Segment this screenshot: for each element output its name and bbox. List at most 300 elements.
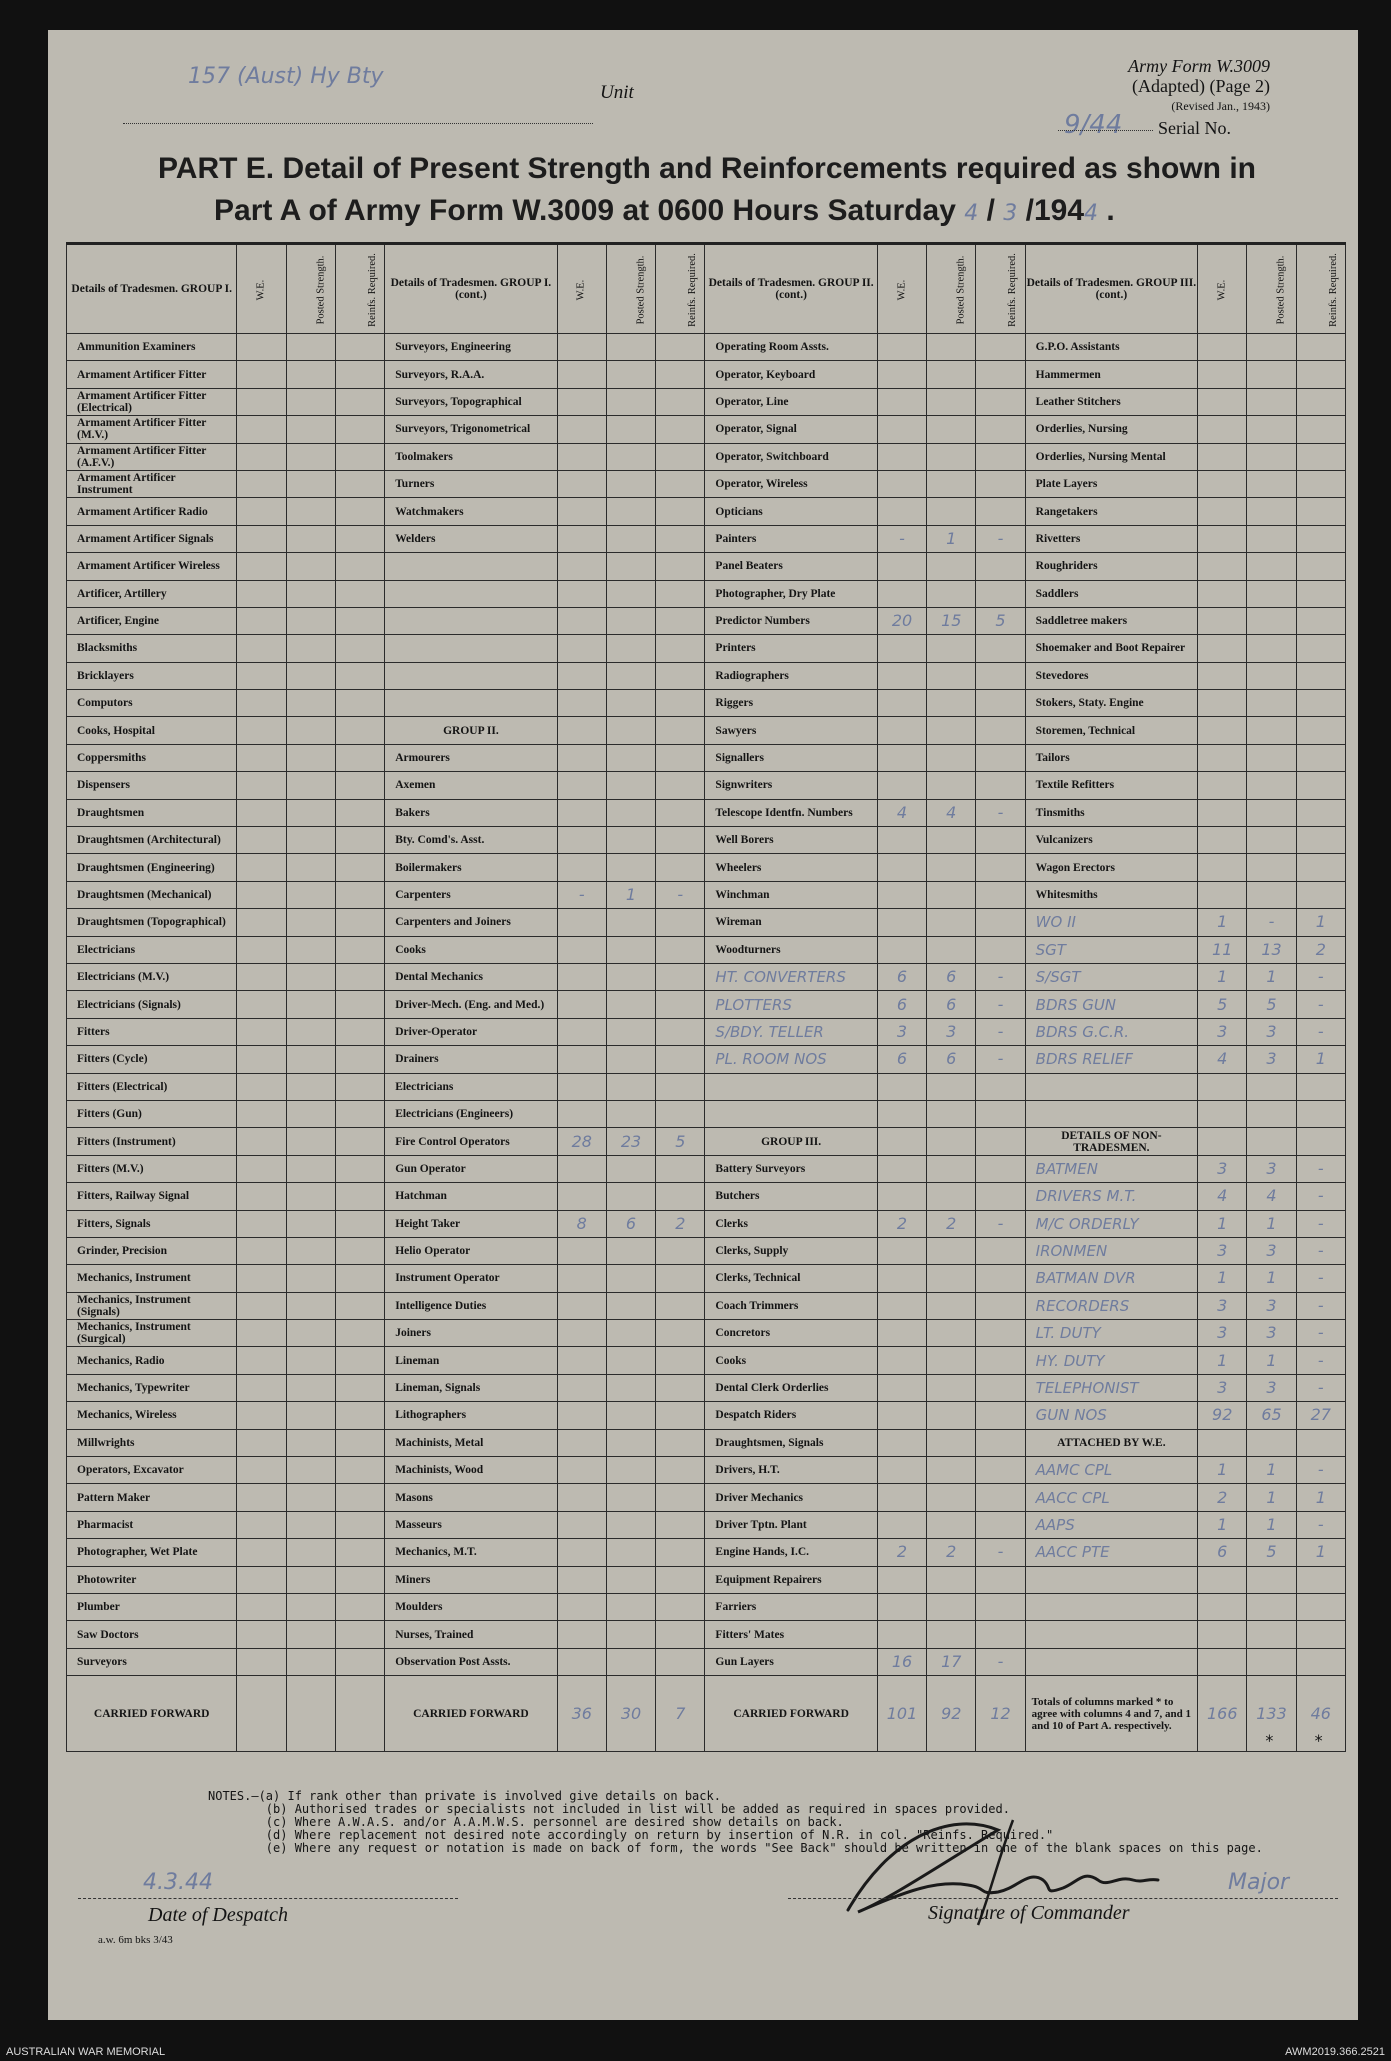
- col1-we-value: [237, 1429, 286, 1456]
- col3-label: Operating Room Assts.: [705, 334, 877, 361]
- col1-rr-value: [335, 854, 384, 881]
- col4-ps-value: [1247, 361, 1296, 388]
- col3-we-value: [877, 443, 926, 470]
- col3-ps-value: [927, 662, 976, 689]
- col3-we-value: [877, 1593, 926, 1620]
- col4-we-value: 1: [1198, 1457, 1247, 1484]
- col4-ps-value: [1247, 525, 1296, 552]
- col3-ps-value: [927, 1621, 976, 1648]
- col4-rr-value: 27: [1296, 1402, 1345, 1429]
- title-line-2: Part A of Army Form W.3009 at 0600 Hours Saturday 4 / 3 /1944 .: [214, 194, 1115, 227]
- table-row: [67, 1018, 1346, 1045]
- col1-label: Armament Artificer Radio: [67, 498, 237, 525]
- col1-label: Pharmacist: [67, 1511, 237, 1538]
- col3-we-value: [877, 1237, 926, 1264]
- col2-rr-value: [656, 334, 705, 361]
- col1-ps-value: [286, 1183, 335, 1210]
- header-reinfs: [1296, 244, 1345, 334]
- col4-label: GUN NOS: [1025, 1402, 1197, 1429]
- col2-we-value: [557, 388, 606, 415]
- col4-ps-value: [1247, 334, 1296, 361]
- table-row: [67, 963, 1346, 990]
- col2-label: Surveyors, Engineering: [385, 334, 557, 361]
- col3-ps-value: [927, 635, 976, 662]
- col2-ps-value: [606, 799, 655, 826]
- col2-label: Turners: [385, 470, 557, 497]
- col2-we-value: [557, 827, 606, 854]
- cf-c2-ps: 30: [606, 1676, 655, 1752]
- col4-ps-value: 5: [1247, 1539, 1296, 1566]
- col1-label: Dispensers: [67, 772, 237, 799]
- col4-label: Textile Refitters: [1025, 772, 1197, 799]
- col4-label: Saddletree makers: [1025, 607, 1197, 634]
- col4-label: Stevedores: [1025, 662, 1197, 689]
- col1-ps-value: [286, 881, 335, 908]
- col1-label: Draughtsmen (Topographical): [67, 909, 237, 936]
- col3-rr-value: [976, 662, 1025, 689]
- col2-rr-value: [656, 1018, 705, 1045]
- col2-rr-value: [656, 361, 705, 388]
- col3-rr-value: [976, 1237, 1025, 1264]
- col2-ps-value: [606, 909, 655, 936]
- col3-label: Radiographers: [705, 662, 877, 689]
- col2-label: Surveyors, R.A.A.: [385, 361, 557, 388]
- col4-we-value: [1198, 498, 1247, 525]
- col2-rr-value: [656, 854, 705, 881]
- col2-ps-value: [606, 1073, 655, 1100]
- col1-we-value: [237, 553, 286, 580]
- col4-we-value: 3: [1198, 1374, 1247, 1401]
- col1-we-value: [237, 1073, 286, 1100]
- col4-we-value: [1198, 553, 1247, 580]
- col4-label: BDRS RELIEF: [1025, 1046, 1197, 1073]
- col3-label: Engine Hands, I.C.: [705, 1539, 877, 1566]
- col2-rr-value: [656, 690, 705, 717]
- col4-we-value: [1198, 799, 1247, 826]
- col2-label: Axemen: [385, 772, 557, 799]
- col4-rr-value: [1296, 1073, 1345, 1100]
- col3-we-value: [877, 1621, 926, 1648]
- col2-rr-value: [656, 1539, 705, 1566]
- col2-ps-value: 23: [606, 1128, 655, 1155]
- col2-label: Machinists, Wood: [385, 1457, 557, 1484]
- col2-rr-value: [656, 498, 705, 525]
- col4-rr-value: [1296, 1100, 1345, 1127]
- col4-we-value: [1198, 1429, 1247, 1456]
- col4-we-value: 6: [1198, 1539, 1247, 1566]
- col4-rr-value: [1296, 525, 1345, 552]
- col2-ps-value: [606, 635, 655, 662]
- col2-ps-value: [606, 1648, 655, 1675]
- col2-label: Cooks: [385, 936, 557, 963]
- col3-rr-value: -: [976, 1046, 1025, 1073]
- col1-label: Coppersmiths: [67, 744, 237, 771]
- col2-ps-value: [606, 607, 655, 634]
- col3-label: GROUP III.: [705, 1128, 877, 1155]
- col1-ps-value: [286, 388, 335, 415]
- col1-label: Photowriter: [67, 1566, 237, 1593]
- col3-we-value: 6: [877, 963, 926, 990]
- table-row: [67, 827, 1346, 854]
- col4-label: Roughriders: [1025, 553, 1197, 580]
- col2-we-value: 28: [557, 1128, 606, 1155]
- header-posted: [1247, 244, 1296, 334]
- col1-ps-value: [286, 443, 335, 470]
- col2-ps-value: [606, 525, 655, 552]
- col2-we-value: [557, 1484, 606, 1511]
- col4-rr-value: [1296, 1648, 1345, 1675]
- col2-we-value: [557, 1347, 606, 1374]
- col1-rr-value: [335, 1347, 384, 1374]
- col1-rr-value: [335, 936, 384, 963]
- table-body: [67, 334, 1346, 1676]
- table-row: [67, 1265, 1346, 1292]
- col4-label: AACC CPL: [1025, 1484, 1197, 1511]
- col2-label: Welders: [385, 525, 557, 552]
- col2-label: GROUP II.: [385, 717, 557, 744]
- col2-rr-value: [656, 827, 705, 854]
- col1-rr-value: [335, 1593, 384, 1620]
- col4-rr-value: 1: [1296, 1484, 1345, 1511]
- table-row: [67, 580, 1346, 607]
- col4-rr-value: [1296, 1128, 1345, 1155]
- col3-ps-value: [927, 1511, 976, 1538]
- header-group-1-cont: Details of Tradesmen. GROUP I. (cont.): [385, 244, 557, 334]
- col4-rr-value: [1296, 607, 1345, 634]
- col3-we-value: [877, 772, 926, 799]
- col1-label: Armament Artificer Fitter (M.V.): [67, 416, 237, 443]
- col3-we-value: [877, 909, 926, 936]
- col3-rr-value: [976, 388, 1025, 415]
- table-row: [67, 1100, 1346, 1127]
- note-line: (c) Where A.W.A.S. and/or A.A.M.W.S. personnel are desired show details on back.: [208, 1815, 844, 1829]
- col2-label: Bakers: [385, 799, 557, 826]
- col4-we-value: 1: [1198, 1511, 1247, 1538]
- col1-we-value: [237, 1457, 286, 1484]
- col4-label: BDRS GUN: [1025, 991, 1197, 1018]
- col2-we-value: [557, 1292, 606, 1319]
- col2-ps-value: [606, 662, 655, 689]
- col2-rr-value: 2: [656, 1210, 705, 1237]
- header-posted: [606, 244, 655, 334]
- col3-we-value: [877, 1347, 926, 1374]
- col2-rr-value: [656, 1292, 705, 1319]
- carried-forward-label-1: CARRIED FORWARD: [67, 1676, 237, 1752]
- col3-we-value: [877, 470, 926, 497]
- table-row: [67, 744, 1346, 771]
- col4-rr-value: -: [1296, 1265, 1345, 1292]
- col2-ps-value: [606, 1155, 655, 1182]
- table-row: [67, 1128, 1346, 1155]
- col3-label: Sawyers: [705, 717, 877, 744]
- col3-rr-value: -: [976, 991, 1025, 1018]
- cf-c2-we: 36: [557, 1676, 606, 1752]
- col1-label: Computors: [67, 690, 237, 717]
- col1-rr-value: [335, 334, 384, 361]
- col1-we-value: [237, 1347, 286, 1374]
- header-we-text: W.E.: [1216, 279, 1228, 300]
- col2-rr-value: [656, 1429, 705, 1456]
- col4-rr-value: 1: [1296, 1539, 1345, 1566]
- col1-rr-value: [335, 909, 384, 936]
- table-row: [67, 1648, 1346, 1675]
- col2-we-value: [557, 416, 606, 443]
- header-posted-text: Posted Strength.: [315, 255, 327, 324]
- col2-ps-value: [606, 991, 655, 1018]
- col3-we-value: [877, 580, 926, 607]
- col4-ps-value: [1247, 1621, 1296, 1648]
- col1-rr-value: [335, 744, 384, 771]
- col4-label: Storemen, Technical: [1025, 717, 1197, 744]
- col4-we-value: [1198, 470, 1247, 497]
- col3-label: Operator, Keyboard: [705, 361, 877, 388]
- col3-ps-value: [927, 1073, 976, 1100]
- col4-rr-value: [1296, 662, 1345, 689]
- col4-we-value: 1: [1198, 1210, 1247, 1237]
- table-row: [67, 1429, 1346, 1456]
- col1-we-value: [237, 1648, 286, 1675]
- col1-we-value: [237, 1566, 286, 1593]
- table-row: [67, 799, 1346, 826]
- col3-we-value: 2: [877, 1210, 926, 1237]
- col4-we-value: [1198, 580, 1247, 607]
- col1-label: Mechanics, Radio: [67, 1347, 237, 1374]
- table-row: [67, 1347, 1346, 1374]
- table-row: [67, 1320, 1346, 1347]
- col3-label: Winchman: [705, 881, 877, 908]
- col2-ps-value: [606, 1292, 655, 1319]
- col1-rr-value: [335, 1155, 384, 1182]
- col4-label: [1025, 1073, 1197, 1100]
- col1-label: Mechanics, Instrument (Surgical): [67, 1320, 237, 1347]
- col1-label: Draughtsmen (Mechanical): [67, 881, 237, 908]
- col2-rr-value: [656, 1484, 705, 1511]
- table-row: [67, 607, 1346, 634]
- col2-ps-value: [606, 854, 655, 881]
- col2-label: Boilermakers: [385, 854, 557, 881]
- form-number: Army Form W.3009: [1128, 56, 1270, 76]
- col2-rr-value: [656, 1621, 705, 1648]
- col4-label: [1025, 1100, 1197, 1127]
- col4-rr-value: [1296, 553, 1345, 580]
- col1-label: Artificer, Engine: [67, 607, 237, 634]
- col1-rr-value: [335, 607, 384, 634]
- col1-ps-value: [286, 1484, 335, 1511]
- col1-rr-value: [335, 1100, 384, 1127]
- col3-label: Panel Beaters: [705, 553, 877, 580]
- table-row: [67, 1237, 1346, 1264]
- col1-ps-value: [286, 470, 335, 497]
- col2-ps-value: [606, 1183, 655, 1210]
- col2-we-value: [557, 1429, 606, 1456]
- col4-rr-value: [1296, 827, 1345, 854]
- col2-label: Height Taker: [385, 1210, 557, 1237]
- header-reinfs-text: Reinfs. Required.: [1007, 252, 1019, 327]
- archive-source: AUSTRALIAN WAR MEMORIAL: [6, 2046, 166, 2058]
- col2-rr-value: [656, 1374, 705, 1401]
- col3-label: Opticians: [705, 498, 877, 525]
- col4-we-value: 11: [1198, 936, 1247, 963]
- col1-we-value: [237, 1484, 286, 1511]
- col2-ps-value: [606, 1593, 655, 1620]
- col1-ps-value: [286, 909, 335, 936]
- col1-rr-value: [335, 416, 384, 443]
- date-year-hw: 4: [1084, 201, 1099, 226]
- col3-we-value: [877, 881, 926, 908]
- col4-ps-value: [1247, 690, 1296, 717]
- table-row: [67, 388, 1346, 415]
- col2-ps-value: [606, 744, 655, 771]
- col3-label: Wheelers: [705, 854, 877, 881]
- col4-ps-value: [1247, 443, 1296, 470]
- col3-we-value: [877, 690, 926, 717]
- col4-label: Leather Stitchers: [1025, 388, 1197, 415]
- col3-we-value: [877, 361, 926, 388]
- col3-ps-value: [927, 1183, 976, 1210]
- col4-rr-value: [1296, 443, 1345, 470]
- col1-we-value: [237, 1100, 286, 1127]
- col3-we-value: [877, 744, 926, 771]
- col2-we-value: [557, 772, 606, 799]
- col4-we-value: 4: [1198, 1183, 1247, 1210]
- col4-we-value: [1198, 1100, 1247, 1127]
- col3-ps-value: [927, 936, 976, 963]
- col1-label: Surveyors: [67, 1648, 237, 1675]
- col2-ps-value: [606, 1374, 655, 1401]
- col2-rr-value: [656, 1648, 705, 1675]
- col3-ps-value: [927, 827, 976, 854]
- col2-ps-value: [606, 1566, 655, 1593]
- col3-label: Clerks, Technical: [705, 1265, 877, 1292]
- col3-ps-value: [927, 1265, 976, 1292]
- table-row: [67, 936, 1346, 963]
- col3-we-value: 3: [877, 1018, 926, 1045]
- table-row: [67, 525, 1346, 552]
- serial-dotted-line: [1058, 130, 1153, 131]
- col3-ps-value: [927, 1457, 976, 1484]
- col2-we-value: [557, 799, 606, 826]
- col2-we-value: [557, 607, 606, 634]
- header-we-text: W.E.: [255, 279, 267, 300]
- col3-label: Clerks, Supply: [705, 1237, 877, 1264]
- col3-rr-value: [976, 1402, 1025, 1429]
- col3-ps-value: [927, 744, 976, 771]
- col3-label: Fitters' Mates: [705, 1621, 877, 1648]
- col3-rr-value: -: [976, 963, 1025, 990]
- col2-rr-value: -: [656, 881, 705, 908]
- col4-ps-value: [1247, 1429, 1296, 1456]
- col3-rr-value: [976, 827, 1025, 854]
- col4-label: Shoemaker and Boot Repairer: [1025, 635, 1197, 662]
- cf-c3-rr: 12: [976, 1676, 1025, 1752]
- col2-label: Fire Control Operators: [385, 1128, 557, 1155]
- col3-we-value: [877, 854, 926, 881]
- col3-ps-value: [927, 1100, 976, 1127]
- col4-ps-value: 1: [1247, 1457, 1296, 1484]
- col4-rr-value: [1296, 1621, 1345, 1648]
- col4-label: Orderlies, Nursing: [1025, 416, 1197, 443]
- col4-rr-value: [1296, 416, 1345, 443]
- col4-we-value: [1198, 388, 1247, 415]
- form-adapted: (Adapted) (Page 2): [1132, 76, 1270, 96]
- col1-rr-value: [335, 1402, 384, 1429]
- col1-ps-value: [286, 1539, 335, 1566]
- col1-ps-value: [286, 607, 335, 634]
- col2-we-value: [557, 1648, 606, 1675]
- col4-label: S/SGT: [1025, 963, 1197, 990]
- col1-we-value: [237, 991, 286, 1018]
- col4-label: BATMEN: [1025, 1155, 1197, 1182]
- col1-label: Grinder, Precision: [67, 1237, 237, 1264]
- col3-ps-value: [927, 361, 976, 388]
- unit-handwritten: 157 (Aust) Hy Bty: [188, 64, 384, 89]
- header-we-text: W.E.: [575, 279, 587, 300]
- col1-label: Armament Artificer Instrument: [67, 470, 237, 497]
- col2-ps-value: [606, 1018, 655, 1045]
- col3-rr-value: [976, 717, 1025, 744]
- table-row: [67, 1566, 1346, 1593]
- col2-ps-value: 1: [606, 881, 655, 908]
- col2-ps-value: [606, 1046, 655, 1073]
- col2-ps-value: [606, 443, 655, 470]
- col4-ps-value: [1247, 416, 1296, 443]
- col1-ps-value: [286, 1046, 335, 1073]
- col3-rr-value: [976, 1073, 1025, 1100]
- col4-label: [1025, 1566, 1197, 1593]
- carried-forward-label-3: CARRIED FORWARD: [705, 1676, 877, 1752]
- col3-we-value: [877, 416, 926, 443]
- col2-rr-value: [656, 1402, 705, 1429]
- col4-rr-value: [1296, 799, 1345, 826]
- col3-rr-value: [976, 1457, 1025, 1484]
- col3-we-value: [877, 1457, 926, 1484]
- col4-rr-value: -: [1296, 1457, 1345, 1484]
- col1-we-value: [237, 1374, 286, 1401]
- col2-rr-value: [656, 580, 705, 607]
- col1-ps-value: [286, 1593, 335, 1620]
- col4-rr-value: -: [1296, 1374, 1345, 1401]
- col3-label: PLOTTERS: [705, 991, 877, 1018]
- col1-we-value: [237, 1593, 286, 1620]
- col3-ps-value: [927, 1593, 976, 1620]
- col4-rr-value: [1296, 361, 1345, 388]
- col4-rr-value: [1296, 470, 1345, 497]
- header-group-1: Details of Tradesmen. GROUP I.: [67, 244, 237, 334]
- header-we: [237, 244, 286, 334]
- col2-rr-value: [656, 1183, 705, 1210]
- col4-rr-value: 1: [1296, 1046, 1345, 1073]
- col2-ps-value: [606, 1621, 655, 1648]
- col1-ps-value: [286, 690, 335, 717]
- col4-ps-value: 3: [1247, 1237, 1296, 1264]
- col4-label: DRIVERS M.T.: [1025, 1183, 1197, 1210]
- col1-label: Photographer, Wet Plate: [67, 1539, 237, 1566]
- col1-ps-value: [286, 1292, 335, 1319]
- col3-ps-value: [927, 470, 976, 497]
- col3-label: Well Borers: [705, 827, 877, 854]
- col2-ps-value: [606, 416, 655, 443]
- col2-ps-value: [606, 963, 655, 990]
- col2-ps-value: [606, 1457, 655, 1484]
- col2-rr-value: [656, 1320, 705, 1347]
- col4-ps-value: 3: [1247, 1320, 1296, 1347]
- col1-label: Draughtsmen: [67, 799, 237, 826]
- col2-label: [385, 580, 557, 607]
- col1-label: Operators, Excavator: [67, 1457, 237, 1484]
- col4-ps-value: 1: [1247, 1210, 1296, 1237]
- col3-label: Photographer, Dry Plate: [705, 580, 877, 607]
- col3-ps-value: [927, 854, 976, 881]
